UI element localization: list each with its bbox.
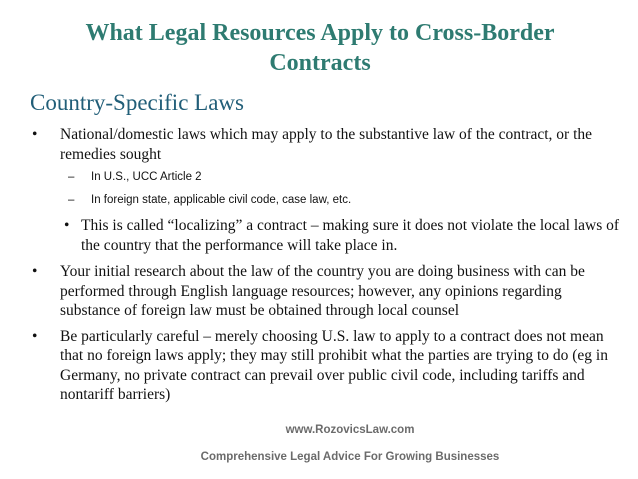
slide-subtitle: Country-Specific Laws [30, 90, 244, 115]
dash-marker: – [68, 194, 75, 206]
bullet-text: Your initial research about the law of the country you are doing business with can be performed through English language resources; however, any opinions regarding substance of foreign law must be obtained through local counsel [60, 263, 585, 319]
bullet-text: National/domestic laws which may apply to the substantive law of the contract, or the remedies sought [60, 126, 593, 163]
bullet-item [30, 125, 620, 164]
sub-bullet-item [30, 170, 620, 184]
bullet-marker: • [32, 327, 38, 345]
bullet-item [30, 262, 620, 321]
slide-title-line-1: What Legal Resources Apply to Cross-Border [85, 20, 555, 46]
footer-website: www.RozovicsLaw.com [285, 424, 415, 436]
sub-bullet-text: In U.S., UCC Article 2 [91, 171, 202, 183]
slide-title-line-2: Contracts [269, 50, 371, 76]
dash-marker: – [68, 171, 75, 183]
bullet-marker: • [32, 126, 38, 143]
slide-content [30, 125, 620, 411]
bullet-marker: • [64, 217, 70, 234]
slide-title [20, 18, 620, 78]
sub-bullet-text: In foreign state, applicable civil code, case law, etc. [91, 194, 352, 206]
nested-bullet-text: This is called “localizing” a contract – making sure it does not violate the local laws of the country that the performance will take place in. [81, 217, 620, 254]
sub-bullet-item [30, 193, 620, 207]
bullet-marker: • [32, 263, 38, 280]
nested-bullet-item [30, 216, 620, 255]
footer-tagline: Comprehensive Legal Advice For Growing Businesses [200, 451, 500, 463]
bullet-text: Be particularly careful – merely choosing U.S. law to apply to a contract does not mean that no foreign laws apply; they may still prohibit what the parties are trying to do (eg in Germany, no private contract can prevail over public civil code, including tariffs and nontariff barriers) [60, 327, 608, 403]
bullet-item [30, 327, 620, 405]
